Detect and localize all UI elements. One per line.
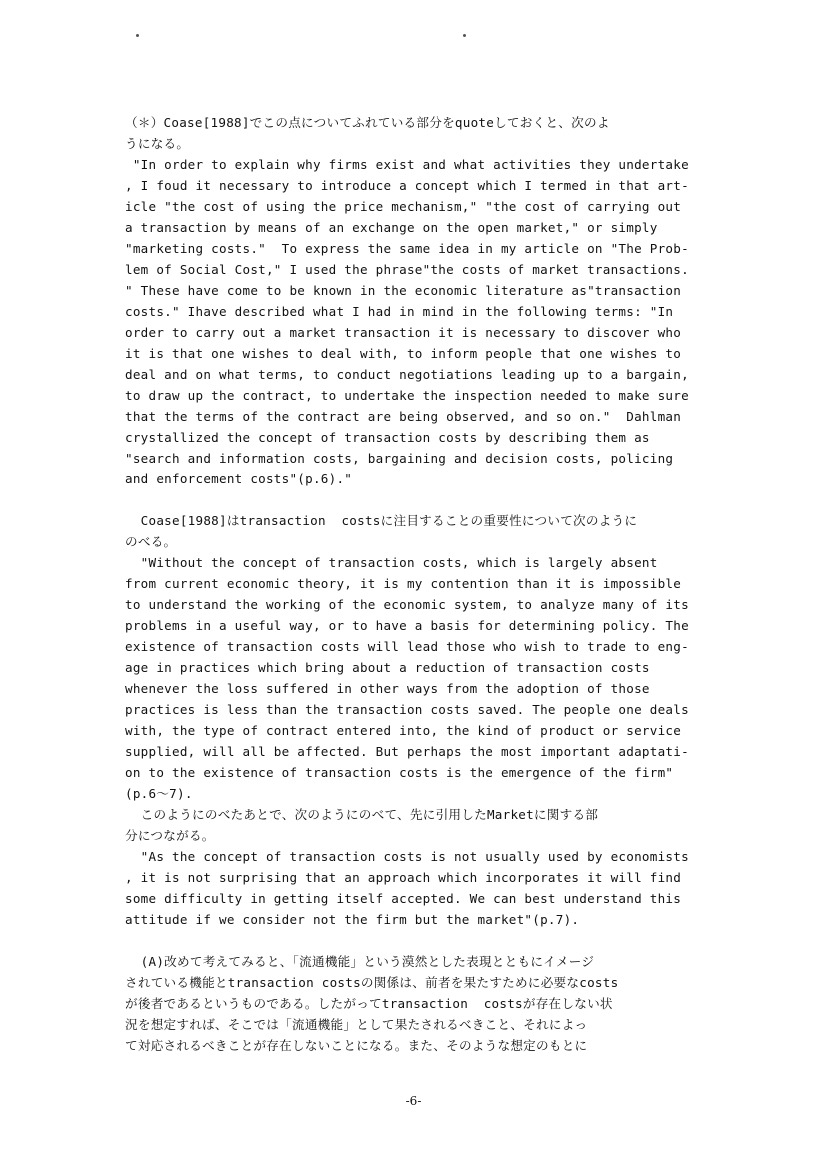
text-line: "As the concept of transaction costs is not usually used by economists [125,848,689,864]
text-line: icle "the cost of using the price mechanism," "the cost of carrying out [125,198,682,214]
text-line: が後者であるというものである。したがってtransaction costsが存在しない状 [125,995,613,1011]
text-line: practices is less than the transaction costs saved. The people one deals [125,702,689,718]
text-line: crystallized the concept of transaction costs by describing them as [125,429,650,445]
text-line: problems in a useful way, or to have a basis for determining policy. The [125,618,689,634]
text-line: to draw up the contract, to undertake the inspection needed to make sure [125,387,689,403]
text-line: "In order to explain why firms exist and what activities they undertake [125,156,689,172]
text-line: " These have come to be known in the economic literature as"transaction [125,282,682,298]
text-line: , it is not surprising that an approach which incorporates it will find [125,869,682,885]
text-line: "search and information costs, bargaining and decision costs, policing [125,450,674,466]
text-line: to understand the working of the economic system, to analyze many of its [125,597,689,613]
text-line: that the terms of the contract are being observed, and so on." Dahlman [125,408,682,424]
text-line: lem of Social Cost," I used the phrase"the costs of market transactions. [125,261,689,277]
text-line: のべる。 [125,534,177,550]
text-line: some difficulty in getting itself accepted. We can best understand this [125,890,682,906]
text-line: costs." Ihave described what I had in mind in the following terms: "In [125,303,674,319]
text-line: て対応されるべきことが存在しないことになる。また、そのような想定のもとに [125,1037,588,1053]
text-line: Coase[1988]はtransaction costsに注目することの重要性について次のように [125,513,638,529]
text-line: 分につながる。 [125,827,215,843]
text-line: (p.6～7). [125,786,193,802]
text-line: 況を想定すれば、そこでは「流通機能」として果たされるべきこと、それによっ [125,1016,588,1032]
text-line: attitude if we consider not the firm but the market"(p.7). [125,911,580,927]
text-line: , I foud it necessary to introduce a concept which I termed in that art- [125,177,689,193]
text-line: age in practices which bring about a reduction of transaction costs [125,660,650,676]
text-line: and enforcement costs"(p.6)." [125,471,353,487]
text-line: whenever the loss suffered in other ways from the adoption of those [125,681,650,697]
text-line: with, the type of contract entered into, the kind of product or service [125,723,682,739]
text-line: a transaction by means of an exchange on the open market," or simply [125,219,658,235]
page-number: -6- [405,1094,422,1108]
scan-mark-dot [136,34,139,37]
text-line: （＊）Coase[1988]でこの点についてふれている部分をquoteしておくと、次のよ [125,115,610,130]
text-line: it is that one wishes to deal with, to inform people that one wishes to [125,345,682,361]
text-line: deal and on what terms, to conduct negotiations leading up to a bargain, [125,366,689,382]
text-line: "Without the concept of transaction costs, which is largely absent [125,555,658,571]
text-line: existence of transaction costs will lead those who wish to trade to eng- [125,639,689,655]
text-line: (A)改めて考えてみると、「流通機能」という漠然とした表現とともにイメージ [125,953,595,969]
text-line: このようにのべたあとで、次のようにのべて、先に引用したMarketに関する部 [125,807,599,822]
text-line: from current economic theory, it is my contention than it is impossible [125,576,682,592]
text-line: on to the existence of transaction costs is the emergence of the firm" [125,765,674,781]
text-line: うになる。 [125,135,190,151]
text-line: order to carry out a market transaction it is necessary to discover who [125,324,682,340]
text-line: "marketing costs." To express the same idea in my article on "The Prob- [125,240,689,256]
text-line: されている機能とtransaction costsの関係は、前者を果たすために必要なcosts [125,974,619,990]
scan-mark-dot [463,34,466,37]
text-line: supplied, will all be affected. But perhaps the most important adaptati- [125,744,689,760]
